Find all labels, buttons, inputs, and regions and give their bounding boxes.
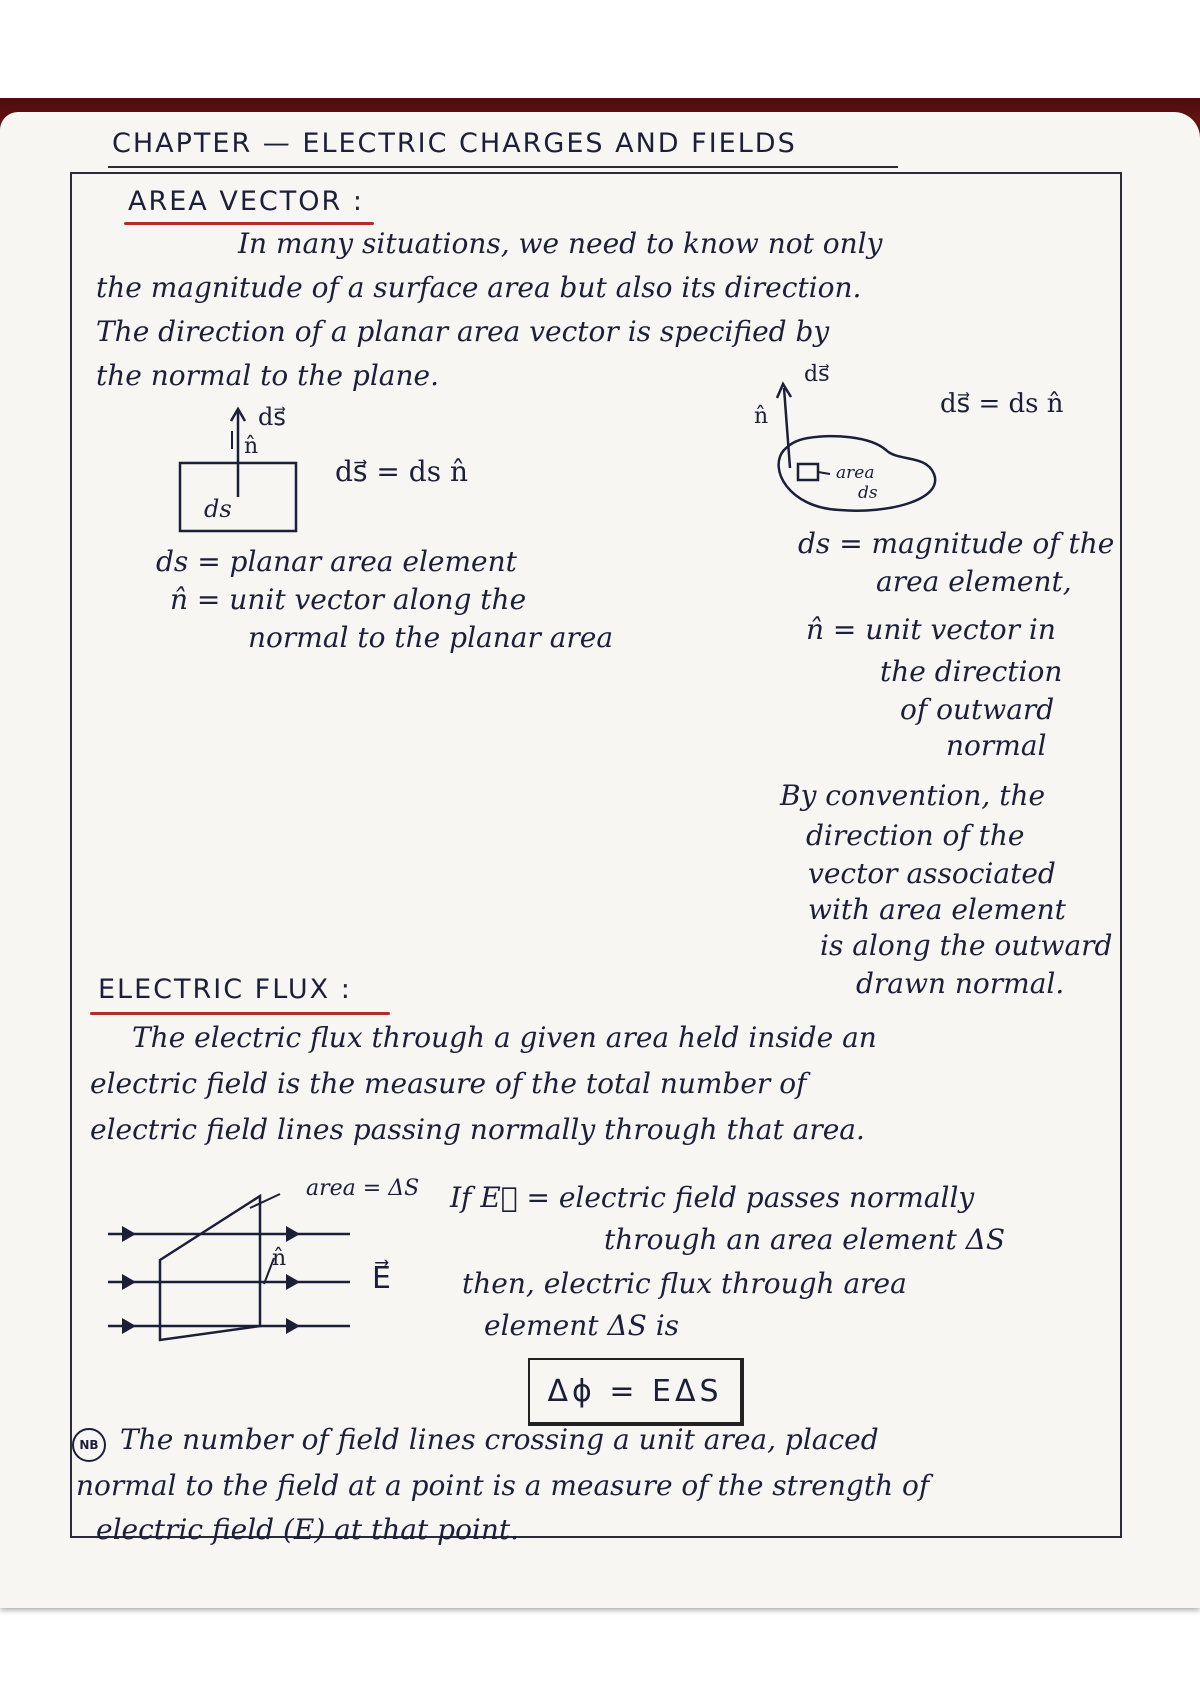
curved-vector-label: ds⃗ [804, 362, 830, 387]
convention-line-6: drawn normal. [856, 967, 1065, 1000]
electric-flux-paragraph-line-3: electric field lines passing normally through that area. [90, 1113, 865, 1146]
area-element-square [798, 464, 818, 480]
note-line-1: The number of field lines crossing a unit area, placed [120, 1423, 879, 1456]
planar-normal-label: n̂ [244, 434, 259, 459]
area-vector-heading: AREA VECTOR : [128, 186, 364, 217]
note-line-3: electric field (E) at that point. [96, 1513, 520, 1546]
arrowhead-icon [122, 1226, 136, 1242]
note-marker-icon [72, 1428, 106, 1462]
flux-explanation-line-1: If E⃗ = electric field passes normally [450, 1181, 975, 1214]
convention-line-5: is along the outward [820, 929, 1113, 962]
flux-explanation-line-2: through an area element ΔS [604, 1223, 1006, 1256]
arrowhead-icon [286, 1274, 300, 1290]
curved-surface-diagram [748, 380, 948, 520]
note-marker-label: NB [79, 1438, 99, 1452]
arrowhead-icon [286, 1226, 300, 1242]
flux-formula-box [528, 1358, 744, 1426]
area-vector-paragraph-line-1: In many situations, we need to know not only [238, 227, 883, 260]
planar-area-equation: ds⃗ = ds n̂ [335, 455, 468, 488]
curved-definition-line-4: the direction [880, 655, 1063, 688]
curved-definition-line-6: normal [946, 729, 1047, 762]
planar-definition-line-2: n̂ = unit vector along the [170, 583, 527, 616]
curved-definition-line-1: ds = magnitude of the [798, 527, 1115, 560]
curved-area-equation: ds⃗ = ds n̂ [940, 389, 1064, 419]
curved-element-label-ds: ds [858, 483, 878, 503]
arrowhead-icon [286, 1318, 300, 1334]
convention-line-3: vector associated [808, 857, 1056, 890]
area-vector-heading-underline [124, 222, 374, 225]
flux-explanation-line-3: then, electric flux through area [462, 1267, 907, 1300]
flux-formula: Δϕ = EΔS [547, 1373, 723, 1409]
area-vector-paragraph-line-3: The direction of a planar area vector is specified by [96, 315, 830, 348]
curved-definition-line-2: area element, [876, 565, 1072, 598]
curved-normal-label: n̂ [754, 404, 769, 429]
arrowhead-icon [122, 1318, 136, 1334]
flux-field-label: E⃗ [372, 1261, 391, 1296]
planar-area-diagram [170, 405, 310, 535]
arrowhead-icon [122, 1274, 136, 1290]
convention-line-4: with area element [808, 893, 1066, 926]
flux-explanation-line-4: element ΔS is [484, 1309, 680, 1342]
curved-element-label-area: area [836, 463, 875, 483]
outward-normal-shaft [784, 388, 790, 468]
inclined-area-element [160, 1196, 260, 1340]
planar-vector-label: ds⃗ [258, 403, 286, 431]
planar-definition-line-3: normal to the planar area [248, 621, 614, 654]
electric-flux-heading: ELECTRIC FLUX : [98, 974, 352, 1005]
electric-flux-paragraph-line-1: The electric flux through a given area held inside an [132, 1021, 877, 1054]
area-vector-paragraph-line-4: the normal to the plane. [96, 359, 439, 392]
chapter-title-underline [108, 166, 898, 168]
electric-flux-paragraph-line-2: electric field is the measure of the total number of [90, 1067, 807, 1100]
area-vector-paragraph-line-2: the magnitude of a surface area but also its direction. [96, 271, 862, 304]
convention-line-1: By convention, the [780, 779, 1046, 812]
planar-definition-line-1: ds = planar area element [156, 545, 517, 578]
chapter-title: CHAPTER — ELECTRIC CHARGES AND FIELDS [112, 128, 797, 159]
flux-area-label: area = ΔS [306, 1176, 420, 1201]
convention-line-2: direction of the [806, 819, 1025, 852]
curved-definition-line-5: of outward [900, 693, 1055, 726]
note-line-2: normal to the field at a point is a measure of the strength of [76, 1469, 930, 1502]
electric-flux-diagram [100, 1180, 400, 1350]
curved-definition-line-3: n̂ = unit vector in [806, 613, 1056, 646]
flux-normal-label: n̂ [272, 1246, 287, 1271]
electric-flux-heading-underline [90, 1012, 390, 1015]
planar-element-label: ds [204, 495, 232, 523]
